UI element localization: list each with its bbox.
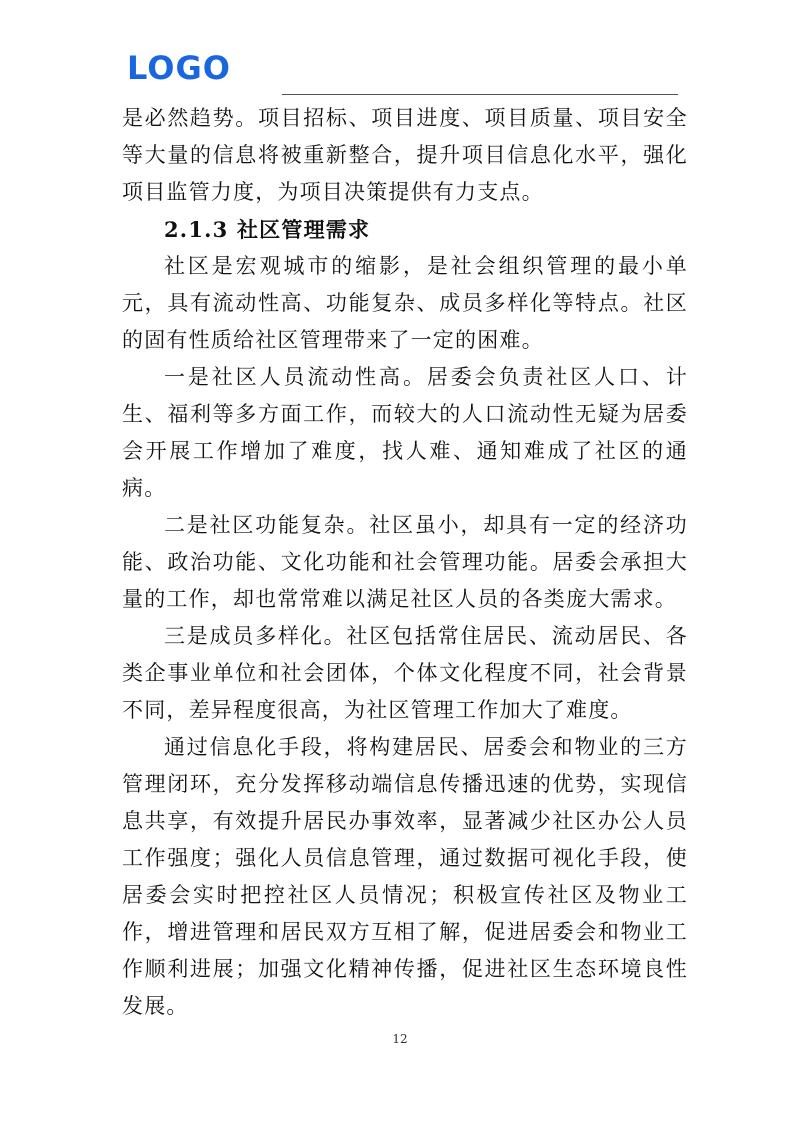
paragraph-point-one: 一是社区人员流动性高。居委会负责社区人口、计生、福利等多方面工作，而较大的人口流动性无疑为居委会开展工作增加了难度，找人难、通知难成了社区的通病。 xyxy=(122,365,688,500)
section-heading: 2.1.3 社区管理需求 xyxy=(164,217,371,242)
logo: LOGO xyxy=(127,49,231,87)
header-divider xyxy=(282,94,678,95)
paragraph-continuation: 是必然趋势。项目招标、项目进度、项目质量、项目安全等大量的信息将被重新整合，提升项目信息化水平，强化项目监管力度，为项目决策提供有力支点。 xyxy=(122,106,688,204)
paragraph-point-two: 二是社区功能复杂。社区虽小，却具有一定的经济功能、政治功能、文化功能和社会管理功能。居委会承担大量的工作，却也常常难以满足社区人员的各类庞大需求。 xyxy=(122,513,688,611)
document-body xyxy=(122,100,688,1025)
paragraph-point-three: 三是成员多样化。社区包括常住居民、流动居民、各类企事业单位和社会团体，个体文化程度不同，社会背景不同，差异程度很高，为社区管理工作加大了难度。 xyxy=(122,624,688,722)
paragraph-conclusion: 通过信息化手段，将构建居民、居委会和物业的三方管理闭环，充分发挥移动端信息传播迅速的优势，实现信息共享，有效提升居民办事效率，显著减少社区办公人员工作强度；强化人员信息管理，通过数据可视化手段，使居委会实时把控社区人员情况；积极宣传社区及物业工作，增进管理和居民双方互相了解，促进居委会和物业工作顺利进展；加强文化精神传播，促进社区生态环境良性发展。 xyxy=(122,735,688,1018)
paragraph-intro: 社区是宏观城市的缩影，是社会组织管理的最小单元，具有流动性高、功能复杂、成员多样化等特点。社区的固有性质给社区管理带来了一定的困难。 xyxy=(122,254,688,352)
page-number: 12 xyxy=(392,1032,408,1046)
